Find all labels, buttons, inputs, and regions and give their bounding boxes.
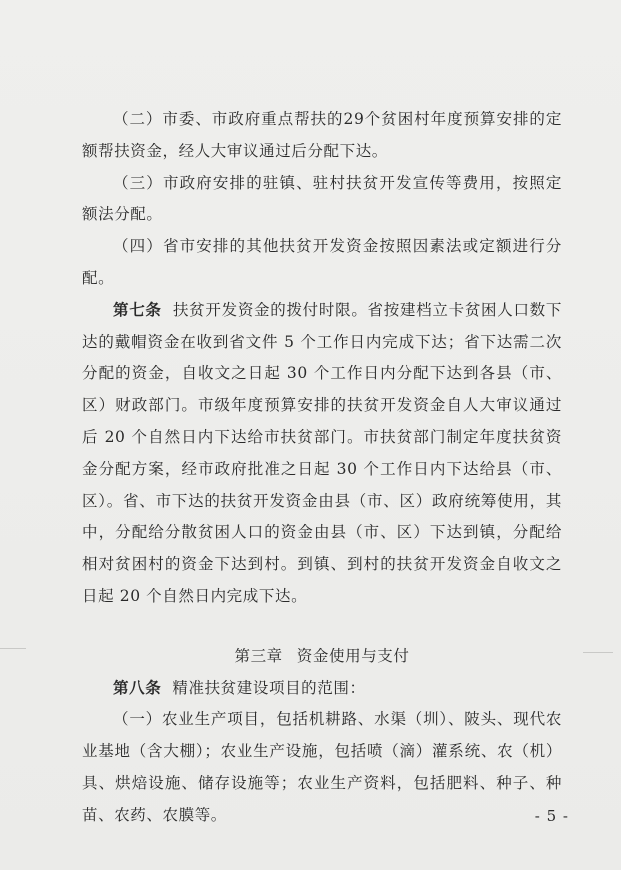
chapter-heading xyxy=(82,641,562,673)
article-8-heading: 第八条 xyxy=(113,678,162,697)
article-8: 第八条 精准扶贫建设项目的范围： xyxy=(113,678,366,697)
document-body xyxy=(82,104,562,832)
article-7: 第七条 扶贫开发资金的拨付时限。省按建档立卡贫困人口数下达的戴帽资金在收到省文件 5 个工作日内完成下达；省下达需二次分配的资金，自收文之日起 30 个工作日内分配下达到各县（市、区）财政部门。市级年度预算安排的扶贫开发资金自人大审议通过后 20 个自然日内下达给市扶贫部门。市扶贫部门制定年度扶贫资金分配方案，经市政府批准之日起 30 个工作日内下达给县（市、区）。省、市下达的扶贫开发资金由县（市、区）政府统筹使用，其中，分配给分散贫困人口的资金由县（市、区）下达到镇，分配给相对贫困村的资金下达到村。到镇、到村的扶贫开发资金自收文之日起 20 个自然日内完成下达。 xyxy=(82,300,562,605)
page-number: - 5 - xyxy=(534,807,569,825)
paragraph-1: （二）市委、市政府重点帮扶的29个贫困村年度预算安排的定额帮扶资金，经人大审议通过后分配下达。 xyxy=(82,110,562,160)
chapter-title: 资金使用与支付 xyxy=(296,646,410,665)
article-7-heading: 第七条 xyxy=(113,300,162,319)
paragraph-3: （四）省市安排的其他扶贫开发资金按照因素法或定额进行分配。 xyxy=(82,237,562,287)
scan-edge-mark-left xyxy=(0,648,26,649)
paragraph-article-8-item-1: （一）农业生产项目，包括机耕路、水渠（圳）、陂头、现代农业基地（含大棚）；农业生产设施，包括喷（滴）灌系统、农（机）具、烘焙设施、储存设施等；农业生产资料，包括肥料、种子、种苗、农药、农膜等。 xyxy=(82,710,562,824)
chapter-number: 第三章 xyxy=(234,646,283,665)
scan-edge-mark-right xyxy=(583,652,613,653)
paragraph-2: （三）市政府安排的驻镇、驻村扶贫开发宣传等费用，按照定额法分配。 xyxy=(82,173,562,224)
